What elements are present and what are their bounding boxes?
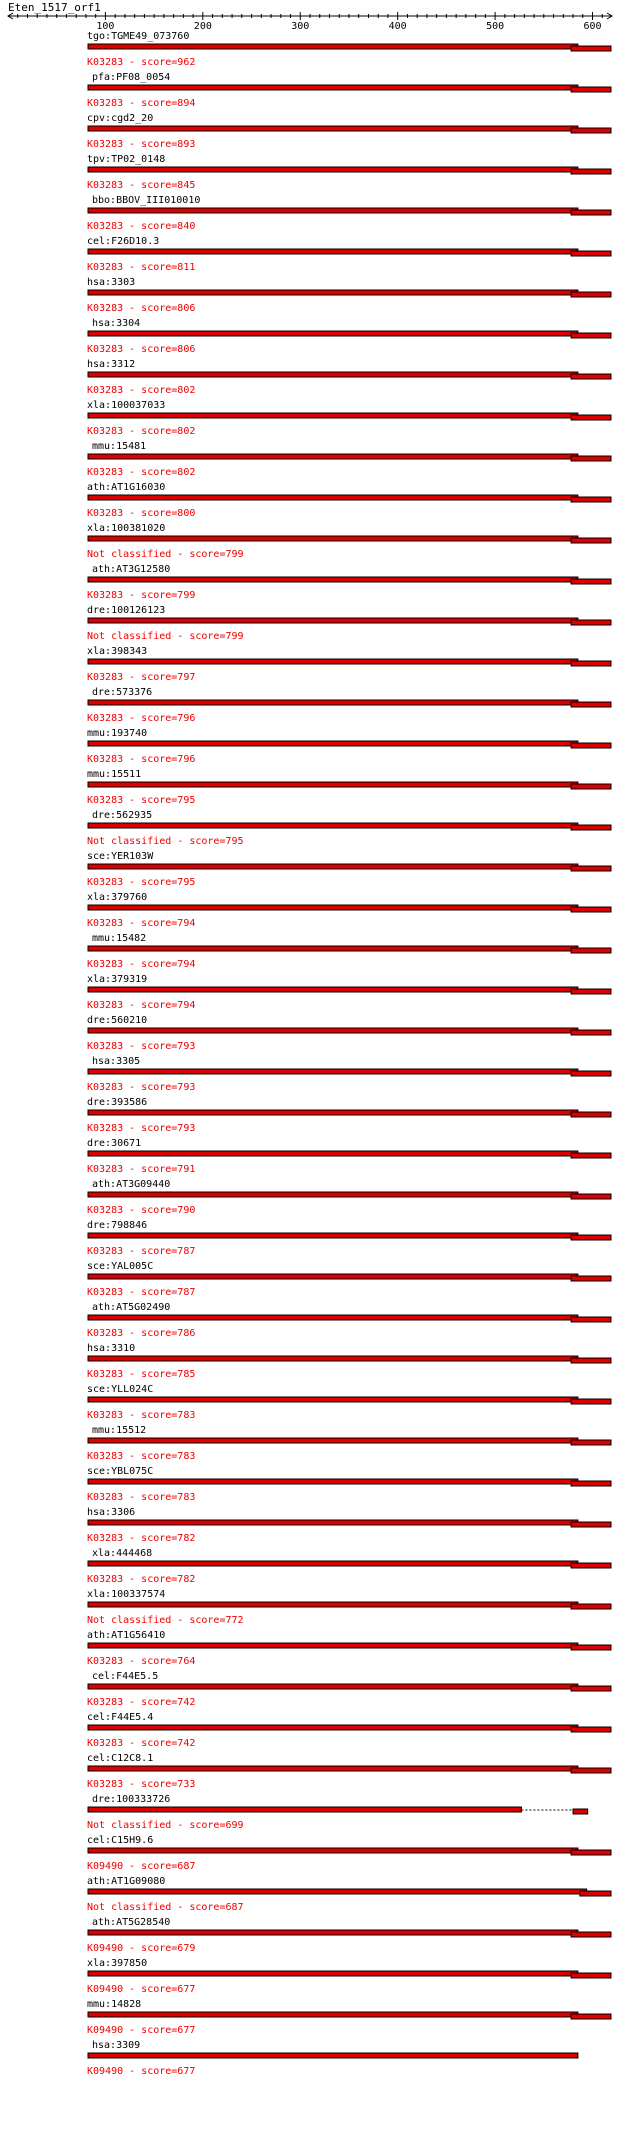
alignment-bar[interactable]	[88, 782, 578, 787]
hit-score-label[interactable]: K03283 - score=806	[87, 344, 196, 355]
hit-score-label[interactable]: K09490 - score=677	[87, 2066, 196, 2077]
alignment-bar[interactable]	[88, 823, 578, 828]
alignment-bar-tail[interactable]	[571, 825, 611, 830]
hit-name-label[interactable]: xla:444468	[92, 1548, 153, 1559]
alignment-bar[interactable]	[88, 372, 578, 377]
hit-score-label[interactable]: K03283 - score=894	[87, 98, 196, 109]
hit-name-label[interactable]: ath:AT3G12580	[92, 564, 171, 575]
alignment-bar[interactable]	[88, 290, 578, 295]
hit-name-label[interactable]: pfa:PF08_0054	[92, 72, 171, 83]
alignment-bar-tail[interactable]	[571, 743, 611, 748]
hit-row	[87, 154, 611, 191]
alignment-bar[interactable]	[88, 1028, 578, 1033]
alignment-bar[interactable]	[88, 1520, 578, 1525]
axis-tick-label: 600	[583, 21, 602, 32]
alignment-bar-tail[interactable]	[571, 1563, 611, 1568]
hit-name-label[interactable]: dre:393586	[87, 1097, 148, 1108]
hit-name-label[interactable]: cel:C12C8.1	[87, 1753, 154, 1764]
hit-name-label[interactable]: bbo:BBOV_III010010	[92, 195, 201, 206]
hit-name-label[interactable]: dre:573376	[92, 687, 153, 698]
hit-name-label[interactable]: mmu:15482	[92, 933, 147, 944]
hit-name-label[interactable]: dre:30671	[87, 1138, 142, 1149]
hit-list	[87, 31, 611, 2077]
hit-row	[87, 1753, 611, 1790]
hit-name-label[interactable]: ath:AT1G16030	[87, 482, 166, 493]
hit-score-label[interactable]: K03283 - score=799	[87, 590, 196, 601]
hit-row	[87, 1671, 611, 1708]
hit-name-label[interactable]: xla:100037033	[87, 400, 166, 411]
hit-row	[87, 400, 611, 437]
alignment-bar-tail[interactable]	[571, 989, 611, 994]
hit-row	[87, 1589, 611, 1626]
hit-name-label[interactable]: mmu:14828	[87, 1999, 142, 2010]
hit-row	[87, 1097, 611, 1134]
hit-name-label[interactable]: ath:AT1G56410	[87, 1630, 166, 1641]
alignment-bar[interactable]	[88, 1356, 578, 1361]
hit-score-label[interactable]: K09490 - score=687	[87, 1861, 196, 1872]
hit-name-label[interactable]: ath:AT1G09080	[87, 1876, 166, 1887]
hit-row	[87, 1261, 611, 1298]
alignment-bar-tail[interactable]	[571, 579, 611, 584]
hit-name-label[interactable]: cpv:cgd2_20	[87, 113, 154, 124]
alignment-bar-tail[interactable]	[571, 1194, 611, 1199]
alignment-bar[interactable]	[88, 167, 578, 172]
hit-name-label[interactable]: hsa:3306	[87, 1507, 136, 1518]
hit-name-label[interactable]: tgo:TGME49_073760	[87, 31, 190, 42]
hit-row	[87, 810, 611, 847]
alignment-bar[interactable]	[88, 864, 578, 869]
hit-score-label[interactable]: K03283 - score=782	[87, 1574, 196, 1585]
alignment-bar[interactable]	[88, 1397, 578, 1402]
hit-score-label[interactable]: K03283 - score=783	[87, 1492, 196, 1503]
alignment-bar-tail[interactable]	[571, 1481, 611, 1486]
hit-score-label[interactable]: Not classified - score=687	[87, 1902, 244, 1913]
hit-score-label[interactable]: K03283 - score=793	[87, 1082, 196, 1093]
diagram-title: Eten_1517_orf1	[8, 1, 101, 14]
hit-row	[87, 1958, 611, 1995]
hit-name-label[interactable]: sce:YER103W	[87, 851, 154, 862]
axis-tick-label: 100	[96, 21, 115, 32]
hit-row	[87, 1302, 611, 1339]
hit-row	[87, 974, 611, 1011]
hit-row	[87, 1179, 611, 1216]
hit-name-label[interactable]: dre:562935	[92, 810, 153, 821]
alignment-bar-tail[interactable]	[573, 1809, 588, 1814]
alignment-bar[interactable]	[88, 1602, 578, 1607]
axis-tick-label: 400	[388, 21, 407, 32]
hit-name-label[interactable]: hsa:3309	[92, 2040, 141, 2051]
hit-row	[87, 769, 611, 806]
hit-row	[87, 2040, 578, 2077]
alignment-bar-tail[interactable]	[571, 702, 611, 707]
alignment-bar-tail[interactable]	[571, 1973, 611, 1978]
hit-row	[87, 1835, 611, 1872]
hit-score-label[interactable]: K03283 - score=733	[87, 1779, 196, 1790]
hit-row	[87, 1425, 611, 1462]
alignment-bar-tail[interactable]	[571, 1358, 611, 1363]
alignment-bar[interactable]	[88, 1192, 578, 1197]
hit-name-label[interactable]: hsa:3312	[87, 359, 136, 370]
hit-score-label[interactable]: K03283 - score=845	[87, 180, 196, 191]
alignment-bar[interactable]	[88, 413, 578, 418]
hit-row	[87, 564, 611, 601]
alignment-bar[interactable]	[88, 1766, 578, 1771]
alignment-bar-tail[interactable]	[571, 1112, 611, 1117]
hit-row	[87, 851, 611, 888]
alignment-bar-tail[interactable]	[571, 907, 611, 912]
hit-row	[87, 1712, 611, 1749]
hit-name-label[interactable]: dre:798846	[87, 1220, 148, 1231]
alignment-bar[interactable]	[88, 249, 578, 254]
hit-score-label[interactable]: K03283 - score=800	[87, 508, 196, 519]
hit-name-label[interactable]: hsa:3310	[87, 1343, 136, 1354]
hit-score-label[interactable]: K03283 - score=802	[87, 426, 196, 437]
alignment-bar-tail[interactable]	[571, 169, 611, 174]
hit-row	[87, 728, 611, 765]
alignment-bar[interactable]	[88, 536, 578, 541]
position-axis	[8, 12, 612, 32]
hit-score-label[interactable]: K03283 - score=786	[87, 1328, 196, 1339]
alignment-bar[interactable]	[88, 1930, 578, 1935]
hit-score-label[interactable]: K09490 - score=677	[87, 1984, 196, 1995]
hit-score-label[interactable]: K03283 - score=764	[87, 1656, 196, 1667]
hit-score-label[interactable]: K03283 - score=806	[87, 303, 196, 314]
alignment-bar[interactable]	[88, 85, 578, 90]
hit-score-label[interactable]: K03283 - score=796	[87, 754, 196, 765]
hit-score-label[interactable]: K03283 - score=802	[87, 385, 196, 396]
hit-row	[87, 1466, 611, 1503]
hit-score-label[interactable]: K03283 - score=797	[87, 672, 196, 683]
alignment-bar-tail[interactable]	[571, 251, 611, 256]
alignment-bar[interactable]	[88, 126, 578, 131]
hit-row	[87, 1015, 611, 1052]
hit-name-label[interactable]: cel:C15H9.6	[87, 1835, 154, 1846]
alignment-bar[interactable]	[88, 618, 578, 623]
hit-score-label[interactable]: Not classified - score=772	[87, 1615, 244, 1626]
hit-row	[87, 687, 611, 724]
hit-row	[87, 482, 611, 519]
alignment-bar-tail[interactable]	[571, 1276, 611, 1281]
hit-row	[87, 277, 611, 314]
hit-score-label[interactable]: Not classified - score=799	[87, 549, 244, 560]
alignment-bar-tail[interactable]	[571, 1604, 611, 1609]
alignment-bar-tail[interactable]	[571, 497, 611, 502]
alignment-bar[interactable]	[88, 44, 578, 49]
hit-name-label[interactable]: mmu:15481	[92, 441, 147, 452]
hit-row	[87, 605, 611, 642]
axis-tick-label: 200	[193, 21, 212, 32]
alignment-bar-tail[interactable]	[571, 1030, 611, 1035]
hit-name-label[interactable]: mmu:15512	[92, 1425, 147, 1436]
alignment-bar-tail[interactable]	[571, 87, 611, 92]
hit-score-label[interactable]: K03283 - score=742	[87, 1697, 196, 1708]
alignment-bar-tail[interactable]	[571, 415, 611, 420]
hit-score-label[interactable]: K03283 - score=794	[87, 1000, 196, 1011]
alignment-bar-tail[interactable]	[571, 374, 611, 379]
alignment-bar[interactable]	[88, 2012, 578, 2017]
alignment-bar-tail[interactable]	[571, 210, 611, 215]
hit-row	[87, 1220, 611, 1257]
hit-name-label[interactable]: xla:397850	[87, 1958, 148, 1969]
hit-score-label[interactable]: K03283 - score=794	[87, 959, 196, 970]
hit-name-label[interactable]: hsa:3304	[92, 318, 141, 329]
alignment-bar-tail[interactable]	[571, 456, 611, 461]
alignment-bar-tail[interactable]	[571, 292, 611, 297]
alignment-bar-tail[interactable]	[571, 1440, 611, 1445]
hit-score-label[interactable]: Not classified - score=699	[87, 1820, 244, 1831]
hit-score-label[interactable]: K03283 - score=793	[87, 1123, 196, 1134]
hit-name-label[interactable]: xla:100381020	[87, 523, 166, 534]
alignment-bar-tail[interactable]	[571, 1522, 611, 1527]
hit-score-label[interactable]: K03283 - score=742	[87, 1738, 196, 1749]
alignment-bar[interactable]	[88, 946, 578, 951]
hit-score-label[interactable]: Not classified - score=799	[87, 631, 244, 642]
hit-name-label[interactable]: ath:AT5G28540	[92, 1917, 171, 1928]
hit-score-label[interactable]: K03283 - score=787	[87, 1246, 196, 1257]
hit-row	[87, 113, 611, 150]
alignment-bar[interactable]	[88, 1725, 578, 1730]
hit-row	[87, 1794, 588, 1831]
hit-row	[87, 1384, 611, 1421]
hit-name-label[interactable]: hsa:3305	[92, 1056, 141, 1067]
alignment-bar[interactable]	[88, 1971, 578, 1976]
alignment-bar[interactable]	[88, 1848, 578, 1853]
hit-row	[87, 1999, 611, 2036]
hit-row	[87, 195, 611, 232]
hit-score-label[interactable]: K03283 - score=795	[87, 877, 196, 888]
alignment-bar[interactable]	[88, 700, 578, 705]
alignment-bar[interactable]	[88, 905, 578, 910]
hit-score-label[interactable]: K03283 - score=783	[87, 1451, 196, 1462]
alignment-bar-tail[interactable]	[571, 1317, 611, 1322]
hit-row	[87, 1917, 611, 1954]
alignment-bar[interactable]	[88, 659, 578, 664]
hit-name-label[interactable]: ath:AT5G02490	[92, 1302, 171, 1313]
alignment-bar-tail[interactable]	[571, 1235, 611, 1240]
alignment-bar[interactable]	[88, 577, 578, 582]
hit-score-label[interactable]: K03283 - score=790	[87, 1205, 196, 1216]
hit-name-label[interactable]: dre:100126123	[87, 605, 166, 616]
hit-score-label[interactable]: K03283 - score=802	[87, 467, 196, 478]
alignment-bar-tail[interactable]	[571, 333, 611, 338]
hit-name-label[interactable]: xla:379760	[87, 892, 148, 903]
hit-name-label[interactable]: cel:F44E5.5	[92, 1671, 159, 1682]
alignment-bar[interactable]	[88, 1561, 578, 1566]
hit-name-label[interactable]: xla:100337574	[87, 1589, 166, 1600]
alignment-bar-tail[interactable]	[571, 1645, 611, 1650]
hit-name-label[interactable]: xla:379319	[87, 974, 148, 985]
hit-row	[87, 441, 611, 478]
hit-name-label[interactable]: sce:YLL024C	[87, 1384, 154, 1395]
alignment-bar[interactable]	[88, 1151, 578, 1156]
alignment-bar-tail[interactable]	[571, 661, 611, 666]
alignment-bar[interactable]	[88, 1889, 587, 1894]
alignment-bar[interactable]	[88, 987, 578, 992]
alignment-bar[interactable]	[88, 2053, 578, 2058]
hit-row	[87, 1138, 611, 1175]
hit-row	[87, 72, 611, 109]
hit-score-label[interactable]: K03283 - score=791	[87, 1164, 196, 1175]
hit-score-label[interactable]: K03283 - score=840	[87, 221, 196, 232]
alignment-bar-tail[interactable]	[571, 620, 611, 625]
alignment-bar[interactable]	[88, 1069, 578, 1074]
alignment-bar[interactable]	[88, 1479, 578, 1484]
hit-score-label[interactable]: K03283 - score=782	[87, 1533, 196, 1544]
hit-name-label[interactable]: mmu:193740	[87, 728, 148, 739]
alignment-bar-tail[interactable]	[571, 2014, 611, 2019]
alignment-bar[interactable]	[88, 1110, 578, 1115]
alignment-bar-tail[interactable]	[571, 1727, 611, 1732]
alignment-bar-tail[interactable]	[571, 1768, 611, 1773]
hit-row	[87, 318, 611, 355]
axis-tick-label: 500	[486, 21, 505, 32]
hit-name-label[interactable]: xla:398343	[87, 646, 148, 657]
hit-score-label[interactable]: K03283 - score=794	[87, 918, 196, 929]
alignment-bar[interactable]	[88, 331, 578, 336]
alignment-bar[interactable]	[88, 1643, 578, 1648]
alignment-bar[interactable]	[88, 1315, 578, 1320]
hit-score-label[interactable]: Not classified - score=795	[87, 836, 244, 847]
hit-score-label[interactable]: K03283 - score=811	[87, 262, 196, 273]
alignment-bar[interactable]	[88, 208, 578, 213]
alignment-bar-tail[interactable]	[571, 784, 611, 789]
hit-row	[87, 523, 611, 560]
hit-score-label[interactable]: K03283 - score=785	[87, 1369, 196, 1380]
alignment-bar-tail[interactable]	[571, 1399, 611, 1404]
hit-name-label[interactable]: cel:F44E5.4	[87, 1712, 154, 1723]
alignment-bar-tail[interactable]	[571, 1071, 611, 1076]
hit-name-label[interactable]: dre:100333726	[92, 1794, 171, 1805]
alignment-bar[interactable]	[88, 454, 578, 459]
alignment-bar[interactable]	[88, 495, 578, 500]
hit-name-label[interactable]: dre:560210	[87, 1015, 148, 1026]
hit-row	[87, 1507, 611, 1544]
alignment-bar-tail[interactable]	[571, 538, 611, 543]
alignment-bar-tail[interactable]	[571, 948, 611, 953]
hit-score-label[interactable]: K03283 - score=783	[87, 1410, 196, 1421]
hit-row	[87, 1876, 611, 1913]
hit-row	[87, 1056, 611, 1093]
hit-row	[87, 892, 611, 929]
hit-score-label[interactable]: K03283 - score=795	[87, 795, 196, 806]
hit-score-label[interactable]: K03283 - score=893	[87, 139, 196, 150]
alignment-bar[interactable]	[88, 1233, 578, 1238]
hit-name-label[interactable]: sce:YAL005C	[87, 1261, 154, 1272]
alignment-bar[interactable]	[88, 1438, 578, 1443]
alignment-bar[interactable]	[88, 1684, 578, 1689]
hit-name-label[interactable]: tpv:TP02_0148	[87, 154, 166, 165]
alignment-bar-tail[interactable]	[580, 1891, 611, 1896]
alignment-bar-tail[interactable]	[571, 1932, 611, 1937]
hit-name-label[interactable]: cel:F26D10.3	[87, 236, 160, 247]
hit-row	[87, 1343, 611, 1380]
alignment-bar-tail[interactable]	[571, 1153, 611, 1158]
hit-name-label[interactable]: ath:AT3G09440	[92, 1179, 171, 1190]
alignment-bar-tail[interactable]	[571, 866, 611, 871]
hit-name-label[interactable]: sce:YBL075C	[87, 1466, 154, 1477]
hit-name-label[interactable]: mmu:15511	[87, 769, 142, 780]
hit-score-label[interactable]: K03283 - score=787	[87, 1287, 196, 1298]
alignment-bar-tail[interactable]	[571, 128, 611, 133]
hit-score-label[interactable]: K03283 - score=793	[87, 1041, 196, 1052]
alignment-bar-tail[interactable]	[571, 1686, 611, 1691]
axis-tick-label: 300	[291, 21, 310, 32]
alignment-bar-tail[interactable]	[571, 1850, 611, 1855]
hit-score-label[interactable]: K03283 - score=962	[87, 57, 196, 68]
hit-row	[87, 1548, 611, 1585]
hit-row	[87, 1630, 611, 1667]
hit-score-label[interactable]: K03283 - score=796	[87, 713, 196, 724]
hit-row	[87, 236, 611, 273]
hit-row	[87, 646, 611, 683]
alignment-bar[interactable]	[88, 1807, 521, 1812]
alignment-bar-tail[interactable]	[571, 46, 611, 51]
hit-row	[87, 31, 611, 68]
hit-name-label[interactable]: hsa:3303	[87, 277, 136, 288]
alignment-bar[interactable]	[88, 1274, 578, 1279]
hit-score-label[interactable]: K09490 - score=679	[87, 1943, 196, 1954]
hit-row	[87, 359, 611, 396]
hit-score-label[interactable]: K09490 - score=677	[87, 2025, 196, 2036]
alignment-bar[interactable]	[88, 741, 578, 746]
hit-row	[87, 933, 611, 970]
